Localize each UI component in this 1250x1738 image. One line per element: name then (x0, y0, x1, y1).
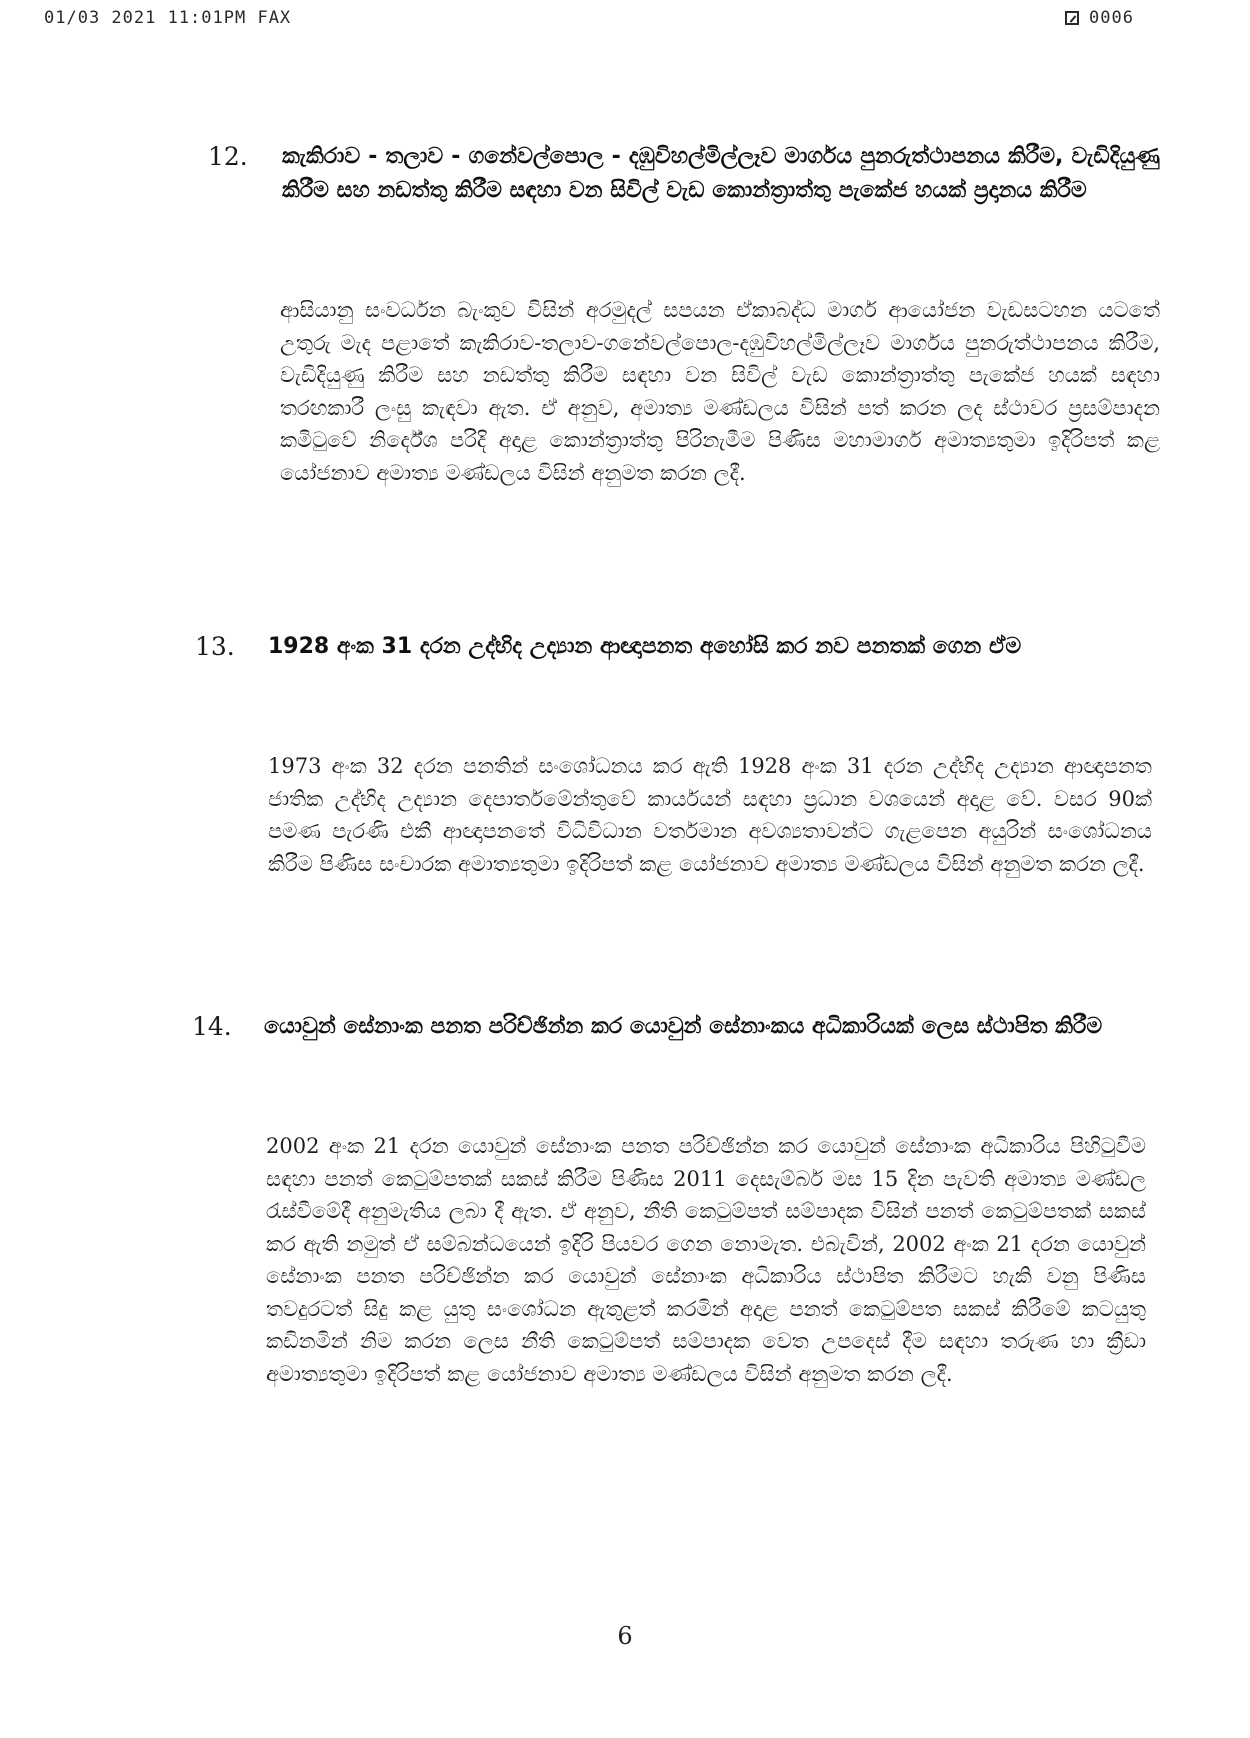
section-number: 12. (208, 142, 248, 171)
section-body: 2002 අංක 21 දරන යොවුන් සේනාංක පනත පරිච්ඡින්න කර යොවුන් සේනාංක අධිකාරිය පිහිටුවීම සඳහා පනත් කෙටුම්පතක් සකස් කිරීම පිණිස 2011 දෙසැම්බර් මස 15 දින පැවති අමාත්‍ය මණ්ඩල රැස්වීමේදී අනුමැතිය ලබා දී ඇත. ඒ අනුව, නීති කෙටුම්පත් සම්පාදක විසින් පනත් කෙටුම්පතක් සකස් කර ඇති නමුත් ඒ සම්බන්ධයෙන් ඉදිරි පියවර ගෙන නොමැත. එබැවින්, 2002 අංක 21 දරන යොවුන් සේනාංක පනත පරිච්ඡින්න කර යොවුන් සේනාංක අධිකාරිය ස්ථාපිත කිරීමට හැකි වනු පිණිස තවදුරටත් සිදු කළ යුතු සංශෝධන ඇතුළත් කරමින් අදාළ පනත් කෙටුම්පත සකස් කිරීමේ කටයුතු කඩිනමින් නිම කරන ලෙස නීති කෙටුම්පත් සම්පාදක වෙත උපදෙස් දීම සඳහා තරුණ හා ක්‍රීඩා අමාත්‍යතුමා ඉදිරිපත් කළ යෝජනාව අමාත්‍ය මණ්ඩලය විසින් අනුමත කරන ලදී. (266, 1134, 1146, 1386)
fax-timestamp: 01/03 2021 11:01PM FAX (44, 8, 292, 28)
section-title: කැකිරාව - තලාව - ගනේවල්පොල - දඹුවිහල්මිල්ලෑව මාර්ගය පුනරුත්ථාපනය කිරීම, වැඩිදියුණු කිරීම සහ නඩත්තු කිරීම සඳහා වන සිවිල් වැඩ කොන්ත්‍රාත්තු පැකේජ හයක් ප්‍රදානය කිරීම (282, 144, 1160, 203)
page-number: 6 (617, 1622, 633, 1650)
fax-page-code-group (1065, 8, 1134, 28)
section-title: 1928 අංක 31 දරන උද්භිද උද්‍යාන ආඥාපනත අහෝසි කර නව පනතක් ගෙන ඒම (268, 634, 1022, 659)
section-title: යොවුන් සේනාංක පනත පරිච්ඡින්න කර යොවුන් සේනාංකය අධිකාරියක් ලෙස ස්ථාපිත කිරීම (264, 1014, 1103, 1039)
fax-page-code: 0006 (1089, 8, 1134, 28)
fax-header (44, 8, 1134, 32)
section-body: ආසියානු සංවර්ධන බැංකුව විසින් අරමුදල් සපයන ඒකාබද්ධ මාර්ග ආයෝජන වැඩසටහන යටතේ උතුරු මැද පළාතේ කැකිරාව-තලාව-ගනේවල්පොල-දඹුවිහල්මිල්ලෑව මාර්ගය පුනරුත්ථාපනය කිරීම, වැඩිදියුණු කිරීම සහ නඩත්තු කිරීම සඳහා වන සිවිල් වැඩ කොන්ත්‍රාත්තු පැකේජ හයක් සඳහා තරඟකාරී ලංසු කැඳවා ඇත. ඒ අනුව, අමාත්‍ය මණ්ඩලය විසින් පත් කරන ලද ස්ථාවර ප්‍රසම්පාදන කමිටුවේ නිර්දේශ පරිදි අදාළ කොන්ත්‍රාත්තු පිරිනැමීම පිණිස මහාමාර්ග අමාත්‍යතුමා ඉදිරිපත් කළ යෝජනාව අමාත්‍ය මණ්ඩලය විසින් අනුමත කරන ලදී. (280, 298, 1160, 485)
section-number: 13. (195, 632, 235, 661)
section-body: 1973 අංක 32 දරන පනතින් සංශෝධනය කර ඇති 1928 අංක 31 දරන උද්භිද උද්‍යාන ආඥාපනත ජාතික උද්භිද උද්‍යාන දෙපාර්තමේන්තුවේ කාර්යයන් සඳහා ප්‍රධාන වශයෙන් අදාළ වේ. වසර 90ක් පමණ පැරණි එකී ආඥාපනතේ විධිවිධාන වර්තමාන අවශ්‍යතාවන්ට ගැළපෙන අයුරින් සංශෝධනය කිරීම පිණිස සංචාරක අමාත්‍යතුමා ඉදිරිපත් කළ යෝජනාව අමාත්‍ය මණ්ඩලය විසින් අනුමත කරන ලදී. (268, 754, 1152, 876)
section-number: 14. (192, 1012, 232, 1041)
checkbox-mark-icon (1065, 11, 1079, 25)
